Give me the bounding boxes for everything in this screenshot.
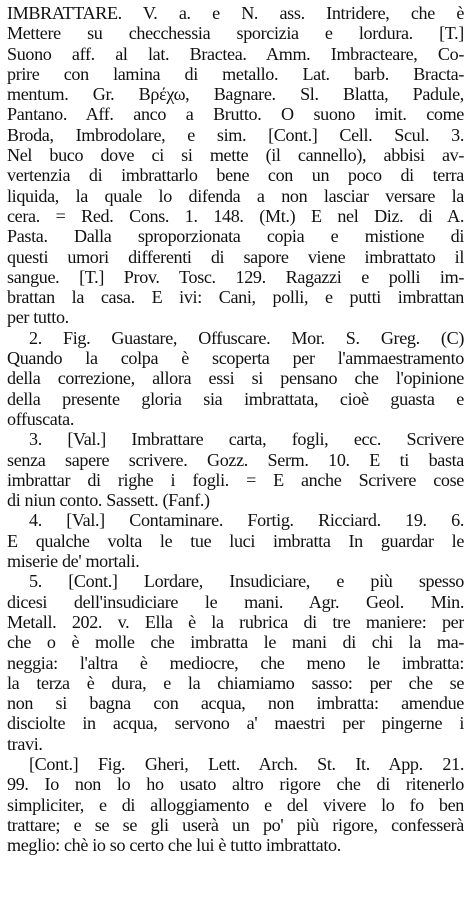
entry-line: Quando la colpa è scoperta per l'ammaestramento bbox=[7, 348, 464, 369]
entry-line: Metall. 202. v. Ella è la rubrica di tre maniere: per bbox=[7, 611, 464, 632]
entry-line: Pasta. Dalla sproporzionata copia e mistione di bbox=[7, 226, 464, 247]
entry-line: miserie de' mortali. bbox=[7, 551, 140, 572]
entry-line: [Cont.] Fig. Gheri, Lett. Arch. St. It. App. 21. bbox=[29, 753, 464, 774]
entry-line: di niun conto. Sassett. (Fanf.) bbox=[7, 490, 210, 511]
dictionary-entry-imbrattare bbox=[7, 3, 464, 855]
entry-line: 2. Fig. Guastare, Offuscare. Mor. S. Greg. (C) bbox=[29, 327, 464, 348]
entry-line: offuscata. bbox=[7, 408, 75, 429]
entry-line: meglio: chè io so certo che lui è tutto imbrattato. bbox=[7, 835, 341, 856]
entry-line: E qualche volta le tue luci imbratta In guardar le bbox=[7, 530, 464, 551]
entry-line: trattare; e se se gli userà un po' più rigore, confesserà bbox=[7, 814, 464, 835]
entry-line: 3. [Val.] Imbrattare carta, fogli, ecc. Scrivere bbox=[29, 429, 464, 450]
entry-line: della presente gloria sia imbrattata, cioè guasta e bbox=[7, 388, 464, 409]
entry-line: IMBRATTARE. V. a. e N. ass. Intridere, che è bbox=[7, 3, 464, 23]
entry-line: che o è molle che imbratta le mani di chi la ma- bbox=[7, 632, 464, 653]
entry-line: sangue. [T.] Prov. Tosc. 129. Ragazzi e polli im- bbox=[7, 266, 464, 287]
entry-line: mentum. Gr. Βρέχω, Bagnare. Sl. Blatta, Padule, bbox=[7, 84, 464, 105]
entry-line: 99. Io non lo ho usato altro rigore che di ritenerlo bbox=[7, 774, 464, 795]
entry-line: prire con lamina di metallo. Lat. barb. Bracta- bbox=[7, 63, 464, 84]
entry-line: Broda, Imbrodolare, e sim. [Cont.] Cell. Scul. 3. bbox=[7, 124, 464, 145]
entry-line: la terza è dura, e la chiamiamo sasso: per che se bbox=[7, 672, 464, 693]
entry-line: vertenzia di imbrattarlo bene con un poco di terra bbox=[7, 165, 464, 186]
entry-line: questi umori differenti di sapore viene imbrattato il bbox=[7, 246, 464, 267]
entry-line: Suono aff. al lat. Bractea. Amm. Imbracteare, Co- bbox=[7, 43, 464, 64]
entry-line: senza sapere scrivere. Gozz. Serm. 10. E ti basta bbox=[7, 449, 464, 470]
entry-line: neggia: l'altra è mediocre, che meno le imbratta: bbox=[7, 652, 464, 673]
entry-line: della correzione, allora essi si pensano che l'opinione bbox=[7, 368, 464, 389]
entry-line: Nel buco dove ci si mette (il cannello), abbisi av- bbox=[7, 145, 464, 166]
entry-line: 4. [Val.] Contaminare. Fortig. Ricciard. 19. 6. bbox=[29, 510, 464, 531]
entry-line: imbrattar di righe i fogli. = E anche Scrivere cose bbox=[7, 469, 464, 490]
entry-line: liquida, la quale lo difenda a non lasciar versare la bbox=[7, 185, 464, 206]
entry-line: disciolte in acqua, servono a' maestri per pingerne i bbox=[7, 713, 464, 734]
entry-line: per tutto. bbox=[7, 307, 69, 328]
entry-line: brattan la casa. E ivi: Cani, polli, e putti imbrattan bbox=[7, 287, 464, 308]
entry-line: cera. = Red. Cons. 1. 148. (Mt.) E nel Diz. di A. bbox=[7, 205, 464, 226]
entry-line: Mettere su checchessia sporcizia e lordura. [T.] bbox=[7, 23, 464, 44]
entry-line: travi. bbox=[7, 733, 43, 754]
entry-line: simpliciter, e di alloggiamento e del vivere lo fo ben bbox=[7, 794, 464, 815]
entry-line: Pantano. Aff. anco a Brutto. O suono imit. come bbox=[7, 104, 464, 125]
entry-line: 5. [Cont.] Lordare, Insudiciare, e più spesso bbox=[29, 571, 464, 592]
entry-line: non si bagna con acqua, non imbratta: amendue bbox=[7, 693, 464, 714]
entry-line: dicesi dell'insudiciare le mani. Agr. Geol. Min. bbox=[7, 591, 464, 612]
